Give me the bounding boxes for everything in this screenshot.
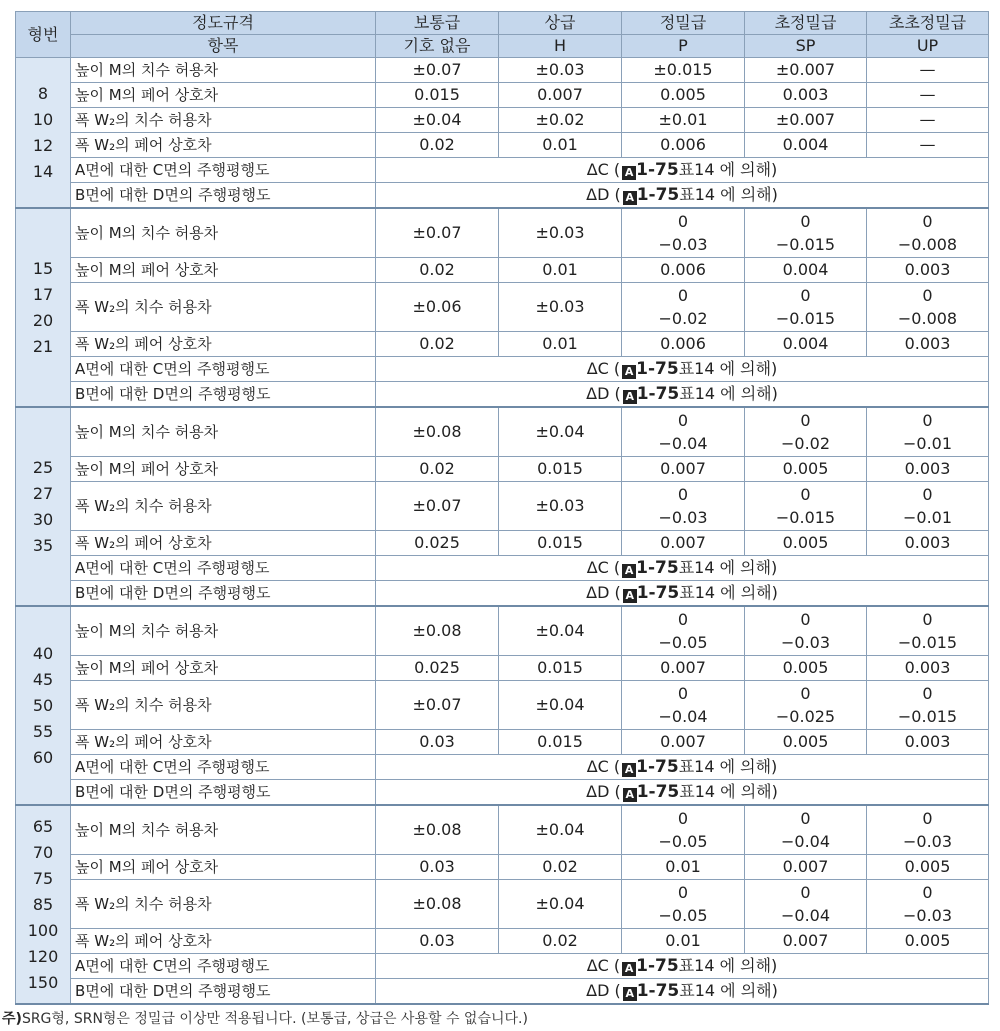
value-cell: ±0.04 — [499, 681, 622, 730]
table-row — [16, 880, 989, 929]
item-label: 높이 M의 치수 허용차 — [71, 805, 376, 855]
ref-suffix: 표14 에 의해) — [678, 756, 778, 776]
item-label: 폭 W₂의 페어 상호차 — [71, 929, 376, 954]
value-cell: ±0.03 — [499, 283, 622, 332]
value-cell: ±0.04 — [499, 606, 622, 656]
value-line: −0.03 — [780, 633, 831, 652]
value-cell — [622, 681, 745, 730]
value-line: 0 — [922, 411, 933, 430]
value-cell — [745, 681, 867, 730]
value-cell: — — [867, 83, 989, 108]
table-row — [16, 332, 989, 357]
value-cell — [867, 407, 989, 457]
value-cell: 0.015 — [499, 457, 622, 482]
value-line: −0.015 — [775, 508, 836, 527]
value-cell: 0.02 — [376, 133, 499, 158]
value-line: −0.03 — [658, 235, 708, 254]
value-cell — [867, 880, 989, 929]
value-line: 0 — [922, 485, 933, 504]
parallelism-reference — [376, 382, 989, 408]
table-row — [16, 108, 989, 133]
value-line: −0.01 — [902, 434, 953, 453]
catalog-a-icon: A — [623, 589, 637, 603]
value-cell: 0.015 — [499, 730, 622, 755]
value-cell — [622, 482, 745, 531]
value-cell — [745, 482, 867, 531]
value-cell: 0.007 — [499, 83, 622, 108]
value-line: −0.05 — [658, 832, 708, 851]
value-line: 0 — [800, 212, 811, 231]
catalog-a-icon: A — [622, 365, 636, 379]
ref-page: 1-75 — [636, 383, 680, 404]
value-line: 0 — [677, 684, 689, 703]
value-cell: 0.003 — [867, 656, 989, 681]
item-label: 높이 M의 치수 허용차 — [71, 407, 376, 457]
parallelism-reference — [376, 581, 989, 607]
value-line: 0 — [922, 883, 933, 902]
ref-suffix: 표14 에 의해) — [678, 557, 778, 577]
item-label: 폭 W₂의 치수 허용차 — [71, 108, 376, 133]
item-label: A면에 대한 C면의 주행평행도 — [71, 755, 376, 780]
value-cell: 0.003 — [745, 83, 867, 108]
value-cell: 0.003 — [867, 457, 989, 482]
value-cell: ±0.07 — [376, 482, 499, 531]
accuracy-spec-table — [15, 11, 989, 1005]
value-line: 0 — [677, 809, 689, 828]
model-size-cell: 25 27 30 35 — [16, 407, 71, 606]
ref-page: 1-75 — [636, 781, 680, 802]
delta-prefix: ΔC ( — [586, 557, 621, 577]
value-line: 0 — [800, 809, 811, 828]
value-line: −0.03 — [902, 906, 953, 925]
item-label: 폭 W₂의 페어 상호차 — [71, 730, 376, 755]
table-row — [16, 730, 989, 755]
grade-symbol-ultra-precision: UP — [867, 35, 989, 58]
catalog-a-icon: A — [622, 564, 636, 578]
item-label: B면에 대한 D면의 주행평행도 — [71, 979, 376, 1005]
parallelism-row — [16, 556, 989, 581]
ref-suffix: 표14 에 의해) — [678, 955, 778, 975]
value-cell: 0.02 — [376, 258, 499, 283]
table-row — [16, 133, 989, 158]
value-cell: 0.007 — [745, 855, 867, 880]
ref-suffix: 표14 에 의해) — [679, 582, 778, 602]
value-line: 0 — [677, 286, 689, 305]
parallelism-reference — [376, 755, 989, 780]
ref-page: 1-75 — [636, 955, 679, 976]
value-line: −0.025 — [775, 707, 836, 726]
parallelism-reference — [376, 183, 989, 209]
value-cell: — — [867, 133, 989, 158]
value-line: −0.05 — [658, 633, 708, 652]
ref-suffix: 표14 에 의해) — [679, 184, 778, 204]
value-cell: 0.005 — [622, 83, 745, 108]
value-cell: 0.01 — [622, 929, 745, 954]
value-cell: 0.03 — [376, 855, 499, 880]
value-line: 0 — [800, 883, 811, 902]
item-label: 높이 M의 페어 상호차 — [71, 656, 376, 681]
item-label: 폭 W₂의 치수 허용차 — [71, 283, 376, 332]
value-line: −0.008 — [897, 309, 958, 328]
delta-prefix: ΔD ( — [586, 383, 621, 403]
value-cell — [867, 482, 989, 531]
item-label: 높이 M의 치수 허용차 — [71, 58, 376, 83]
value-cell — [867, 805, 989, 855]
value-line: −0.03 — [902, 832, 953, 851]
grade-symbol-super-precision: SP — [745, 35, 867, 58]
ref-page: 1-75 — [636, 184, 680, 205]
catalog-a-icon: A — [622, 763, 636, 777]
delta-prefix: ΔC ( — [586, 955, 621, 975]
parallelism-row — [16, 158, 989, 183]
value-line: −0.015 — [897, 633, 958, 652]
item-label: B면에 대한 D면의 주행평행도 — [71, 183, 376, 209]
model-size-cell: 65 70 75 85 100 120 150 — [16, 805, 71, 1004]
value-cell: 0.01 — [499, 133, 622, 158]
footnote-text: SRG형, SRN형은 정밀급 이상만 적용됩니다. (보통급, 상급은 사용할 수 없습니다.) — [21, 1011, 528, 1027]
value-line: −0.04 — [658, 434, 708, 453]
value-cell: 0.01 — [622, 855, 745, 880]
value-cell: 0.005 — [745, 457, 867, 482]
parallelism-row — [16, 581, 989, 607]
item-label: 높이 M의 페어 상호차 — [71, 83, 376, 108]
value-cell: ±0.01 — [622, 108, 745, 133]
value-cell: 0.004 — [745, 332, 867, 357]
delta-prefix: ΔD ( — [586, 184, 621, 204]
value-cell: 0.006 — [622, 258, 745, 283]
value-line: −0.015 — [775, 235, 836, 254]
value-cell: — — [867, 108, 989, 133]
table-row — [16, 656, 989, 681]
ref-suffix: 표14 에 의해) — [679, 781, 778, 801]
grade-symbol-normal: 기호 없음 — [376, 35, 499, 58]
item-header: 항목 — [71, 35, 376, 58]
value-line: 0 — [922, 684, 933, 703]
value-line: 0 — [677, 212, 689, 231]
type-header: 형번 — [16, 12, 71, 58]
value-cell: 0.007 — [622, 531, 745, 556]
item-label: B면에 대한 D면의 주행평행도 — [71, 581, 376, 607]
parallelism-row — [16, 954, 989, 979]
delta-prefix: ΔD ( — [586, 980, 621, 1000]
value-cell: ±0.03 — [499, 58, 622, 83]
value-cell: 0.03 — [376, 929, 499, 954]
table-row — [16, 482, 989, 531]
value-cell: 0.02 — [499, 929, 622, 954]
value-cell: 0.006 — [622, 133, 745, 158]
parallelism-row — [16, 382, 989, 408]
value-cell: 0.005 — [745, 730, 867, 755]
value-cell: 0.015 — [376, 83, 499, 108]
parallelism-reference — [376, 979, 989, 1005]
item-label: A면에 대한 C면의 주행평행도 — [71, 357, 376, 382]
item-label: 높이 M의 페어 상호차 — [71, 457, 376, 482]
value-cell: 0.005 — [745, 531, 867, 556]
table-body — [16, 58, 989, 1005]
model-size-cell: 15 17 20 21 — [16, 208, 71, 407]
parallelism-reference — [376, 556, 989, 581]
catalog-a-icon: A — [623, 390, 637, 404]
ref-page: 1-75 — [636, 980, 680, 1001]
value-cell: ±0.007 — [745, 108, 867, 133]
value-cell: 0.007 — [622, 730, 745, 755]
value-cell: ±0.07 — [376, 681, 499, 730]
value-line: 0 — [677, 610, 689, 629]
item-label: A면에 대한 C면의 주행평행도 — [71, 954, 376, 979]
value-cell: 0.005 — [867, 929, 989, 954]
value-cell: 0.007 — [745, 929, 867, 954]
value-cell: 0.004 — [745, 258, 867, 283]
item-label: B면에 대한 D면의 주행평행도 — [71, 780, 376, 806]
value-cell: 0.006 — [622, 332, 745, 357]
parallelism-reference — [376, 357, 989, 382]
value-cell — [622, 606, 745, 656]
value-cell: 0.025 — [376, 656, 499, 681]
value-cell — [622, 283, 745, 332]
value-cell: 0.02 — [376, 457, 499, 482]
grade-name-ultra-precision: 초초정밀급 — [867, 12, 989, 35]
grade-name-high: 상급 — [499, 12, 622, 35]
value-cell: 0.004 — [745, 133, 867, 158]
value-cell — [867, 208, 989, 258]
grade-name-super-precision: 초정밀급 — [745, 12, 867, 35]
value-line: −0.02 — [658, 309, 708, 328]
parallelism-reference — [376, 954, 989, 979]
item-label: 높이 M의 페어 상호차 — [71, 258, 376, 283]
ref-page: 1-75 — [636, 159, 679, 180]
catalog-a-icon: A — [622, 962, 636, 976]
table-row — [16, 283, 989, 332]
ref-page: 1-75 — [636, 582, 680, 603]
value-cell: 0.005 — [867, 855, 989, 880]
parallelism-row — [16, 755, 989, 780]
ref-page: 1-75 — [636, 358, 679, 379]
footnote — [2, 1008, 528, 1028]
table-row — [16, 58, 989, 83]
delta-prefix: ΔD ( — [586, 582, 621, 602]
value-cell — [867, 283, 989, 332]
ref-page: 1-75 — [636, 557, 679, 578]
value-line: −0.04 — [658, 707, 708, 726]
value-cell: 0.015 — [499, 656, 622, 681]
ref-page: 1-75 — [636, 756, 679, 777]
value-line: 0 — [800, 610, 811, 629]
table-row — [16, 407, 989, 457]
table-row — [16, 855, 989, 880]
value-cell: 0.01 — [499, 332, 622, 357]
parallelism-reference — [376, 780, 989, 806]
table-row — [16, 457, 989, 482]
item-label: A면에 대한 C면의 주행평행도 — [71, 158, 376, 183]
grade-symbol-precision: P — [622, 35, 745, 58]
value-line: −0.01 — [902, 508, 953, 527]
parallelism-reference — [376, 158, 989, 183]
value-cell — [622, 208, 745, 258]
delta-prefix: ΔC ( — [586, 159, 621, 179]
item-label: 폭 W₂의 치수 허용차 — [71, 681, 376, 730]
table-row — [16, 208, 989, 258]
value-cell: 0.003 — [867, 531, 989, 556]
value-line: −0.015 — [897, 707, 958, 726]
table-row — [16, 258, 989, 283]
value-cell — [622, 880, 745, 929]
model-size-cell: 8 10 12 14 — [16, 58, 71, 209]
value-cell — [745, 283, 867, 332]
item-label: 폭 W₂의 페어 상호차 — [71, 531, 376, 556]
value-cell: 0.01 — [499, 258, 622, 283]
ref-suffix: 표14 에 의해) — [678, 159, 778, 179]
parallelism-row — [16, 183, 989, 209]
value-line: −0.04 — [780, 906, 831, 925]
value-cell: ±0.015 — [622, 58, 745, 83]
item-label: 높이 M의 치수 허용차 — [71, 606, 376, 656]
table-row — [16, 83, 989, 108]
value-cell: 0.007 — [622, 457, 745, 482]
value-line: 0 — [800, 286, 811, 305]
value-cell — [745, 805, 867, 855]
table-row — [16, 929, 989, 954]
value-cell — [745, 606, 867, 656]
catalog-a-icon: A — [623, 788, 637, 802]
value-cell: ±0.07 — [376, 208, 499, 258]
value-cell — [867, 681, 989, 730]
value-cell: 0.003 — [867, 730, 989, 755]
value-cell: ±0.08 — [376, 407, 499, 457]
footnote-prefix: 주) — [2, 1011, 22, 1027]
value-cell: 0.015 — [499, 531, 622, 556]
value-line: −0.008 — [897, 235, 958, 254]
item-label: 폭 W₂의 치수 허용차 — [71, 880, 376, 929]
value-cell — [622, 805, 745, 855]
table-row — [16, 531, 989, 556]
value-line: 0 — [800, 485, 811, 504]
value-cell: ±0.03 — [499, 208, 622, 258]
value-line: 0 — [677, 883, 689, 902]
value-line: 0 — [922, 809, 933, 828]
value-line: 0 — [677, 485, 689, 504]
ref-suffix: 표14 에 의해) — [679, 980, 778, 1000]
item-label: 폭 W₂의 페어 상호차 — [71, 133, 376, 158]
parallelism-row — [16, 357, 989, 382]
item-label: B면에 대한 D면의 주행평행도 — [71, 382, 376, 408]
value-line: −0.015 — [775, 309, 836, 328]
grade-symbol-high: H — [499, 35, 622, 58]
value-line: 0 — [922, 212, 933, 231]
item-label: 높이 M의 페어 상호차 — [71, 855, 376, 880]
grade-name-normal: 보통급 — [376, 12, 499, 35]
value-cell: 0.02 — [499, 855, 622, 880]
value-line: −0.03 — [658, 508, 708, 527]
catalog-a-icon: A — [623, 987, 637, 1001]
value-line: −0.02 — [780, 434, 831, 453]
table-row — [16, 606, 989, 656]
ref-suffix: 표14 에 의해) — [678, 358, 778, 378]
value-line: 0 — [677, 411, 689, 430]
value-cell: ±0.04 — [499, 805, 622, 855]
value-cell — [867, 606, 989, 656]
parallelism-row — [16, 780, 989, 806]
value-cell: ±0.08 — [376, 805, 499, 855]
table-row — [16, 681, 989, 730]
delta-prefix: ΔC ( — [586, 756, 621, 776]
value-line: −0.04 — [780, 832, 831, 851]
value-line: 0 — [800, 411, 811, 430]
value-cell: 0.02 — [376, 332, 499, 357]
item-label: 폭 W₂의 페어 상호차 — [71, 332, 376, 357]
value-cell — [622, 407, 745, 457]
value-line: 0 — [922, 286, 933, 305]
value-cell: 0.025 — [376, 531, 499, 556]
table-row — [16, 805, 989, 855]
value-cell: ±0.08 — [376, 606, 499, 656]
catalog-a-icon: A — [622, 166, 636, 180]
value-cell — [745, 880, 867, 929]
value-cell: 0.007 — [622, 656, 745, 681]
value-cell: 0.005 — [745, 656, 867, 681]
value-cell: ±0.07 — [376, 58, 499, 83]
grade-name-precision: 정밀급 — [622, 12, 745, 35]
value-cell: 0.003 — [867, 332, 989, 357]
item-label: 높이 M의 치수 허용차 — [71, 208, 376, 258]
parallelism-row — [16, 979, 989, 1005]
item-label: 폭 W₂의 치수 허용차 — [71, 482, 376, 531]
value-cell: ±0.06 — [376, 283, 499, 332]
model-size-cell: 40 45 50 55 60 — [16, 606, 71, 805]
value-cell: ±0.04 — [376, 108, 499, 133]
spec-header: 정도규격 — [71, 12, 376, 35]
value-cell: 0.03 — [376, 730, 499, 755]
value-cell — [745, 208, 867, 258]
item-label: A면에 대한 C면의 주행평행도 — [71, 556, 376, 581]
value-cell: ±0.04 — [499, 880, 622, 929]
ref-suffix: 표14 에 의해) — [679, 383, 778, 403]
value-line: −0.05 — [658, 906, 708, 925]
delta-prefix: ΔC ( — [586, 358, 621, 378]
value-cell: — — [867, 58, 989, 83]
value-cell: ±0.03 — [499, 482, 622, 531]
catalog-a-icon: A — [623, 191, 637, 205]
value-cell: ±0.04 — [499, 407, 622, 457]
value-cell: ±0.007 — [745, 58, 867, 83]
value-cell — [745, 407, 867, 457]
value-cell: 0.003 — [867, 258, 989, 283]
value-line: 0 — [800, 684, 811, 703]
value-cell: ±0.08 — [376, 880, 499, 929]
value-line: 0 — [922, 610, 933, 629]
delta-prefix: ΔD ( — [586, 781, 621, 801]
value-cell: ±0.02 — [499, 108, 622, 133]
